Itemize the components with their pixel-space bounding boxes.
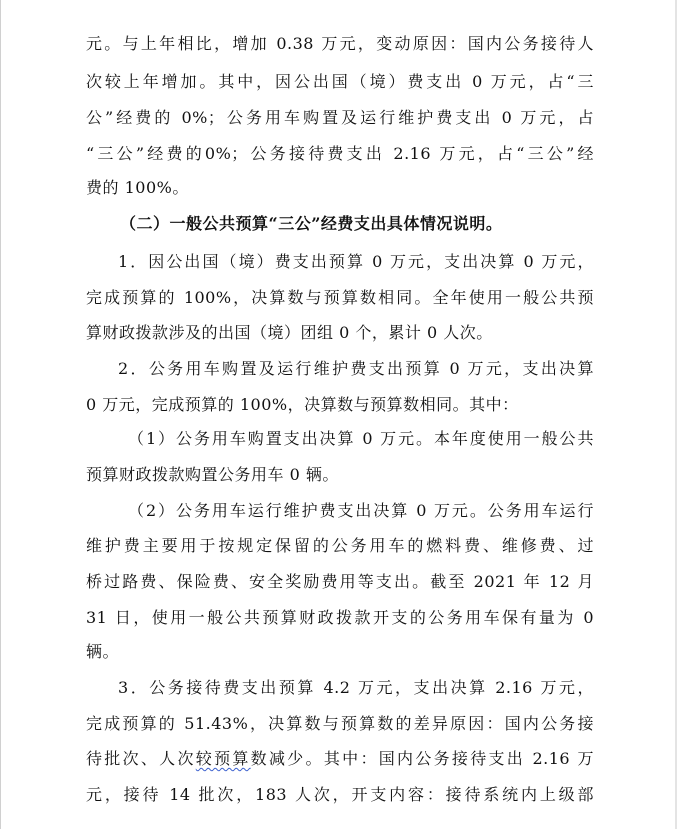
text-line-17: 31 日，使用一般公共预算财政拨款开支的公务用车保有量为 0 — [86, 608, 594, 627]
text-line-5: 费的 100%。 — [86, 178, 189, 197]
page-left-edge — [0, 0, 1, 829]
section-heading: （二）一般公共预算“三公”经费支出具体情况说明。 — [120, 214, 503, 233]
text-line-21 — [86, 741, 594, 777]
text-line-9: 算财政拨款涉及的出国（境）团组 0 个，累计 0 人次。 — [86, 323, 493, 342]
text-line-11: 0 万元，完成预算的 100%，决算数与预算数相同。其中： — [86, 395, 519, 414]
text-line-13: 预算财政拨款购置公务用车 0 辆。 — [86, 465, 339, 484]
text-line-8: 完成预算的 100%，决算数与预算数相同。全年使用一般公共预 — [86, 288, 594, 307]
text-line-21-end: 数减少。其中：国内公务接待支出 2.16 万 — [250, 749, 594, 768]
text-line-21-start: 待批次、人次 — [86, 749, 196, 768]
text-line-15: 维护费主要用于按规定保留的公务用车的燃料费、维修费、过 — [86, 536, 594, 555]
text-line-18: 辆。 — [86, 642, 120, 661]
text-line-10: 2．公务用车购置及运行维护费支出预算 0 万元，支出决算 — [118, 359, 594, 378]
text-line-2: 次较上年增加。其中，因公出国（境）费支出 0 万元，占“三 — [86, 72, 594, 91]
text-line-20: 完成预算的 51.43%，决算数与预算数的差异原因：国内公务接 — [86, 714, 594, 733]
text-line-12: （1）公务用车购置支出决算 0 万元。本年度使用一般公共 — [128, 429, 594, 448]
text-line-1: 元。与上年相比，增加 0.38 万元，变动原因：国内公务接待人 — [86, 34, 594, 53]
text-line-22: 元，接待 14 批次，183 人次，开支内容：接待系统内上级部 — [86, 785, 594, 804]
text-line-7: 1．因公出国（境）费支出预算 0 万元，支出决算 0 万元， — [118, 252, 594, 271]
text-line-3: 公”经费的 0%；公务用车购置及运行维护费支出 0 万元，占 — [86, 108, 594, 127]
text-line-16: 桥过路费、保险费、安全奖励费用等支出。截至 2021 年 12 月 — [86, 572, 594, 591]
text-line-14: （2）公务用车运行维护费支出决算 0 万元。公务用车运行 — [128, 501, 594, 520]
grammar-squiggle-mark[interactable]: 较预算 — [195, 749, 251, 768]
text-line-19: 3．公务接待费支出预算 4.2 万元，支出决算 2.16 万元， — [118, 678, 594, 697]
text-line-4: “三公”经费的0%；公务接待费支出 2.16 万元，占“三公”经 — [86, 144, 594, 163]
